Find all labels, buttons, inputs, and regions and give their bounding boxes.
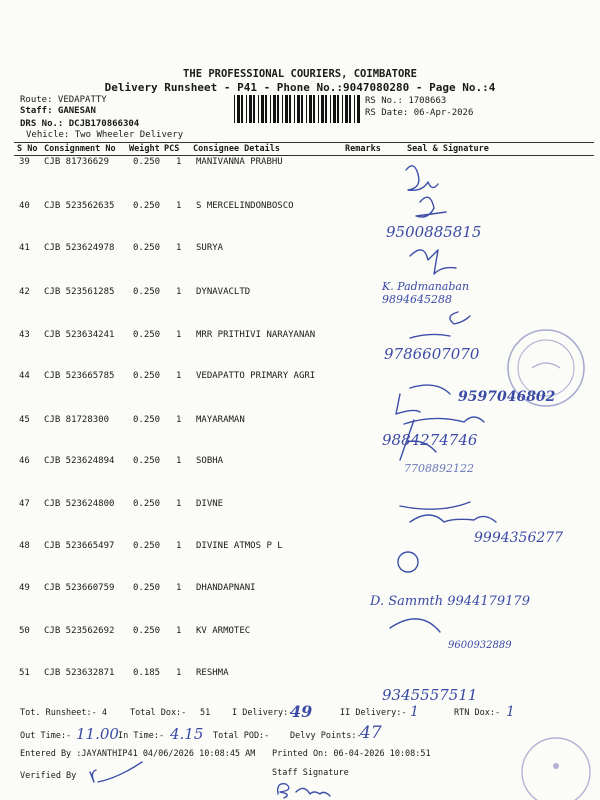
barcode-bar bbox=[253, 95, 255, 123]
barcode-bar bbox=[237, 95, 240, 123]
barcode-bar bbox=[333, 95, 336, 123]
out-time-label: Out Time:- bbox=[20, 731, 72, 741]
out-time-value: 11.00 bbox=[76, 725, 119, 743]
col-weight: Weight bbox=[129, 144, 160, 154]
barcode-bar bbox=[357, 95, 360, 123]
staff-signature bbox=[272, 778, 342, 800]
faint-stamp bbox=[512, 730, 598, 800]
rs-date: RS Date: 06-Apr-2026 bbox=[365, 108, 474, 118]
i-delivery-label: I Delivery:- bbox=[232, 708, 294, 718]
handwritten-note: 9345557511 bbox=[382, 686, 478, 704]
barcode-bar bbox=[313, 95, 315, 123]
tot-runsheet: Tot. Runsheet:- 4 bbox=[20, 708, 107, 718]
barcode-bar bbox=[342, 95, 343, 123]
staff: Staff: GANESAN bbox=[20, 106, 96, 116]
barcode-bar bbox=[285, 95, 288, 123]
staff-signature-label: Staff Signature bbox=[272, 768, 349, 778]
handwritten-note: 9884274746 bbox=[382, 431, 478, 449]
col-consignee: Consignee Details bbox=[193, 144, 280, 154]
col-pcs: PCS bbox=[164, 144, 180, 154]
table-row: 48 CJB 523665497 0.250 1 DIVINE ATMOS P L bbox=[19, 541, 283, 551]
verified-by-label: Verified By bbox=[20, 771, 77, 781]
col-remarks: Remarks bbox=[345, 144, 381, 154]
barcode-bar bbox=[354, 95, 355, 123]
barcode-bar bbox=[345, 95, 348, 123]
table-row: 46 CJB 523624894 0.250 1 SOBHA bbox=[19, 456, 224, 466]
col-seal-signature: Seal & Signature bbox=[407, 144, 489, 154]
table-row: 42 CJB 523561285 0.250 1 DYNAVACLTD bbox=[19, 287, 251, 297]
total-dox-label: Total Dox:- bbox=[130, 708, 187, 718]
barcode-bar bbox=[282, 95, 283, 123]
barcode-bar bbox=[318, 95, 319, 123]
delvy-points-label: Delvy Points:- bbox=[290, 731, 362, 741]
company-title: THE PROFESSIONAL COURIERS, COIMBATORE bbox=[183, 68, 417, 80]
handwritten-note: D. Sammth 9944179179 bbox=[370, 594, 530, 609]
verified-signature bbox=[84, 758, 144, 786]
table-row: 44 CJB 523665785 0.250 1 VEDAPATTO PRIMARY AGRI bbox=[19, 371, 316, 381]
barcode-bar bbox=[297, 95, 300, 123]
barcode-bar bbox=[234, 95, 235, 123]
barcode-bar bbox=[265, 95, 267, 123]
rtn-dox-value: 1 bbox=[506, 704, 515, 720]
in-time-value: 4.15 bbox=[170, 725, 204, 743]
table-top-rule bbox=[14, 142, 594, 143]
table-header-rule bbox=[14, 155, 594, 156]
barcode-bar bbox=[273, 95, 276, 123]
table-row: 43 CJB 523634241 0.250 1 MRR PRITHIVI NARAYANAN bbox=[19, 330, 316, 340]
total-dox-value: 51 bbox=[200, 708, 211, 718]
handwritten-note: 7708892122 bbox=[404, 462, 474, 475]
rtn-dox-label: RTN Dox:- bbox=[454, 708, 501, 718]
handwritten-note: 9500885815 bbox=[386, 223, 482, 241]
barcode-bar bbox=[325, 95, 327, 123]
barcode-bar bbox=[294, 95, 295, 123]
barcode-bar bbox=[321, 95, 324, 123]
route: Route: VEDAPATTY bbox=[20, 95, 107, 105]
barcode-bar bbox=[261, 95, 264, 123]
entered-by: Entered By :JAYANTHIP41 04/06/2026 10:08:45 AM bbox=[20, 749, 256, 759]
barcode-bar bbox=[270, 95, 271, 123]
table-row: 41 CJB 523624978 0.250 1 SURYA bbox=[19, 243, 224, 253]
drs-number: DRS No.: DCJB170866304 bbox=[20, 119, 140, 129]
runsheet-title: Delivery Runsheet - P41 - Phone No.:9047080280 - Page No.:4 bbox=[104, 81, 496, 94]
barcode-bar bbox=[337, 95, 339, 123]
total-pod-label: Total POD:- bbox=[213, 731, 270, 741]
handwritten-note: 9994356277 bbox=[474, 530, 564, 546]
table-row: 45 CJB 81728300 0.250 1 MAYARAMAN bbox=[19, 415, 245, 425]
barcode-bar bbox=[306, 95, 307, 123]
in-time-label: In Time:- bbox=[118, 731, 165, 741]
ii-delivery-label: II Delivery:- bbox=[340, 708, 407, 718]
col-consignment: Consignment No bbox=[44, 144, 116, 154]
barcode-bar bbox=[249, 95, 252, 123]
col-sno: S No bbox=[17, 144, 38, 154]
handwritten-note: 9786607070 bbox=[384, 345, 480, 363]
barcode-bar bbox=[330, 95, 331, 123]
table-row: 51 CJB 523632871 0.185 1 RESHMA bbox=[19, 668, 229, 678]
table-row: 40 CJB 523562635 0.250 1 S MERCELINDONBOSCO bbox=[19, 201, 294, 211]
barcode bbox=[234, 95, 360, 123]
handwritten-note: 9600932889 bbox=[448, 640, 512, 651]
barcode-bar bbox=[301, 95, 303, 123]
vehicle: Vehicle: Two Wheeler Delivery bbox=[26, 130, 184, 140]
delvy-points-value: 47 bbox=[360, 723, 382, 743]
barcode-bar bbox=[241, 95, 243, 123]
barcode-bar bbox=[289, 95, 291, 123]
barcode-bar bbox=[246, 95, 247, 123]
table-row: 49 CJB 523660759 0.250 1 DHANDAPNANI bbox=[19, 583, 256, 593]
barcode-bar bbox=[277, 95, 279, 123]
table-row: 39 CJB 81736629 0.250 1 MANIVANNA PRABHU bbox=[19, 157, 283, 167]
printed-on: Printed On: 06-04-2026 10:08:51 bbox=[272, 749, 431, 759]
ii-delivery-value: 1 bbox=[410, 704, 419, 720]
barcode-bar bbox=[309, 95, 312, 123]
rs-number: RS No.: 1708663 bbox=[365, 96, 447, 106]
barcode-bar bbox=[258, 95, 259, 123]
table-row: 50 CJB 523562692 0.250 1 KV ARMOTEC bbox=[19, 626, 251, 636]
i-delivery-value: 49 bbox=[290, 702, 313, 721]
table-row: 47 CJB 523624800 0.250 1 DIVNE bbox=[19, 499, 224, 509]
handwritten-note: 9597046802 bbox=[458, 389, 556, 405]
barcode-bar bbox=[349, 95, 351, 123]
handwritten-note: K. Padmanaban 9894645288 bbox=[382, 280, 470, 306]
